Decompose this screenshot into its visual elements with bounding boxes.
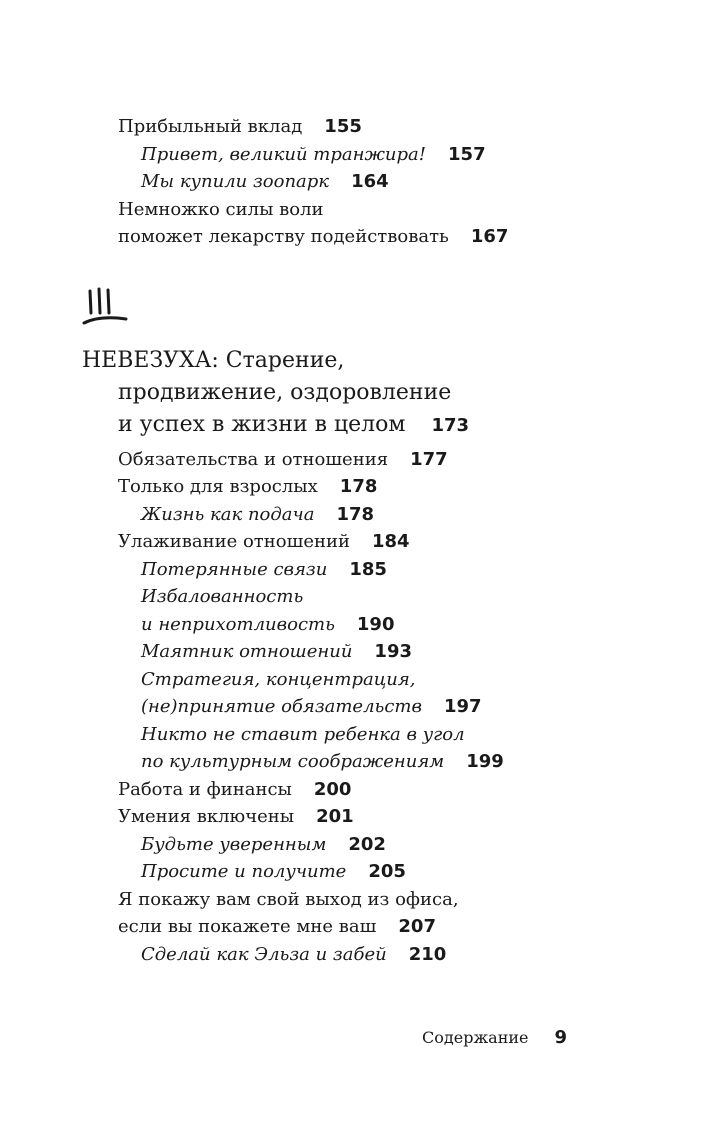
toc-entry xyxy=(118,888,459,912)
entry-page: 200 xyxy=(313,779,352,800)
roman-numeral-three-icon xyxy=(82,283,130,331)
part-title-line xyxy=(82,346,344,376)
entry-page: 190 xyxy=(356,614,395,635)
entry-page: 207 xyxy=(398,916,436,937)
entry-page: 185 xyxy=(349,559,387,580)
toc-entry xyxy=(141,750,504,774)
toc-entry xyxy=(141,943,446,967)
entry-title: Жизнь как подача xyxy=(141,504,315,525)
entry-title: Обязательства и отношения xyxy=(118,449,389,470)
entry-page: 210 xyxy=(408,944,447,965)
part-page: 173 xyxy=(431,415,470,436)
page-footer xyxy=(422,1026,567,1050)
entry-page: 178 xyxy=(339,476,378,497)
toc-entry xyxy=(141,170,389,194)
entry-title: Немножко силы воли xyxy=(118,199,324,220)
part-title-line xyxy=(118,410,469,441)
entry-title: Привет, великий транжира! xyxy=(141,144,427,165)
toc-entry xyxy=(118,115,362,139)
entry-page: 197 xyxy=(443,696,482,717)
footer-label: Содержание xyxy=(422,1028,529,1047)
toc-entry xyxy=(118,225,508,249)
entry-page: 164 xyxy=(351,171,389,192)
entry-title: Я покажу вам свой выход из офиса, xyxy=(118,889,459,910)
toc-entry xyxy=(141,558,387,582)
entry-title: Избалованность xyxy=(141,586,304,607)
toc-entry xyxy=(118,448,448,472)
entry-title: (не)принятие обязательств xyxy=(141,696,422,717)
toc-entry xyxy=(118,198,324,222)
toc-entry xyxy=(141,668,416,692)
entry-page: 193 xyxy=(374,641,412,662)
toc-entry xyxy=(141,695,482,719)
entry-title: Просите и получите xyxy=(141,861,347,882)
entry-title: Сделай как Эльза и забей xyxy=(141,944,387,965)
entry-title: поможет лекарству подействовать xyxy=(118,226,449,247)
toc-entry xyxy=(118,778,351,802)
entry-title: Никто не ставит ребенка в угол xyxy=(141,724,465,745)
entry-title: Стратегия, концентрация, xyxy=(141,669,416,690)
toc-entry xyxy=(118,475,377,499)
entry-page: 178 xyxy=(336,504,375,525)
entry-title: Только для взрослых xyxy=(118,476,318,497)
entry-title: и неприхотливость xyxy=(141,614,335,635)
toc-entry xyxy=(141,503,374,527)
entry-page: 184 xyxy=(371,531,410,552)
entry-page: 202 xyxy=(348,834,386,855)
toc-entry xyxy=(141,143,486,167)
page-number: 9 xyxy=(554,1027,568,1048)
toc-entry xyxy=(118,805,354,829)
entry-title: Будьте уверенным xyxy=(141,834,327,855)
entry-page: 167 xyxy=(470,226,509,247)
toc-entry xyxy=(118,530,410,554)
entry-title: Потерянные связи xyxy=(141,559,328,580)
entry-title: по культурным соображениям xyxy=(141,751,445,772)
toc-entry xyxy=(141,613,394,637)
entry-title: если вы покажете мне ваш xyxy=(118,916,377,937)
toc-entry xyxy=(141,640,412,664)
entry-page: 155 xyxy=(324,116,362,137)
toc-entry xyxy=(141,723,465,747)
entry-page: 199 xyxy=(466,751,504,772)
entry-page: 205 xyxy=(368,861,406,882)
part-title-line xyxy=(118,378,451,408)
part-title: продвижение, оздоровление xyxy=(118,380,452,405)
toc-entry xyxy=(141,860,406,884)
entry-title: Улаживание отношений xyxy=(118,531,350,552)
entry-title: Умения включены xyxy=(118,806,295,827)
toc-entry xyxy=(141,833,386,857)
entry-page: 201 xyxy=(316,806,354,827)
entry-title: Работа и финансы xyxy=(118,779,292,800)
toc-entry xyxy=(141,585,303,609)
entry-page: 177 xyxy=(410,449,448,470)
entry-page: 157 xyxy=(448,144,486,165)
part-title: и успех в жизни в целом xyxy=(118,412,406,437)
toc-entry xyxy=(118,915,436,939)
part-title: НЕВЕЗУХА: Старение, xyxy=(82,348,345,373)
entry-title: Мы купили зоопарк xyxy=(141,171,330,192)
entry-title: Маятник отношений xyxy=(141,641,353,662)
entry-title: Прибыльный вклад xyxy=(118,116,303,137)
